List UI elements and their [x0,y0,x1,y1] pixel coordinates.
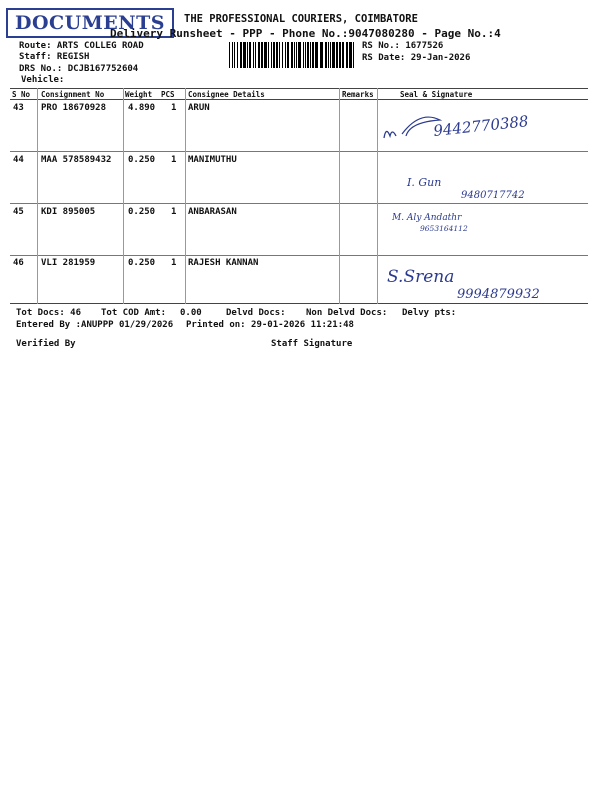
col-header-signature: Seal & Signature [400,90,473,99]
delivery-points: Delvy pts: [402,308,457,318]
row-consignment: PRO 18670928 [41,103,107,113]
col-header-remarks: Remarks [342,90,374,99]
row-weight: 4.890 [128,103,156,113]
row-sno: 43 [13,103,24,113]
printed-on: Printed on: 29-01-2026 11:21:48 [186,320,354,330]
total-cod-value: 0.00 [180,308,202,318]
row-consignee: ANBARASAN [188,207,237,217]
rs-date: RS Date: 29-Jan-2026 [362,53,471,63]
row-sno: 45 [13,207,24,217]
total-cod-label: Tot COD Amt: [101,308,167,318]
entered-by: Entered By :ANUPPP 01/29/2026 [16,320,174,330]
signature-row3 [390,206,540,238]
signature-row3-number: 9653164112 [420,224,468,233]
col-header-weight: Weight [125,90,153,99]
signature-row3-name: M. Aly Andathr [392,213,462,223]
signature-row2-name: I. Gun [407,176,442,189]
row-consignee: RAJESH KANNAN [188,258,259,268]
row-consignment: KDI 895005 [41,207,96,217]
col-header-pcs: PCS [161,90,175,99]
total-docs: Tot Docs: 46 [16,308,82,318]
signature-row1 [380,106,570,148]
signature-row4-name: S.Srena [387,267,455,287]
rs-number: RS No.: 1677526 [362,41,444,51]
signature-row4-number: 9994879932 [457,287,540,302]
runsheet-table [10,88,588,304]
signature-row4 [385,258,585,302]
signature-row2-number: 9480717742 [461,190,525,201]
runsheet-title: Delivery Runsheet - PPP - Phone No.:9047080280 - Page No.:4 [110,27,501,40]
drs-number: DRS No.: DCJB167752604 [19,64,139,74]
non-delivered-docs: Non Delvd Docs: [306,308,388,318]
row-consignment: VLI 281959 [41,258,96,268]
row-sno: 44 [13,155,24,165]
row-weight: 0.250 [128,155,156,165]
col-header-consignment: Consignment No [41,90,105,99]
staff-signature: Staff Signature [271,339,353,349]
row-pcs: 1 [171,207,177,217]
row-sno: 46 [13,258,24,268]
row-consignment: MAA 578589432 [41,155,112,165]
barcode-image [229,42,357,68]
col-header-consignee: Consignee Details [188,90,265,99]
verified-by: Verified By [16,339,76,349]
col-header-sno: S No [12,90,31,99]
signature-row2 [405,168,585,204]
vehicle-label: Vehicle: [21,75,65,85]
delivered-docs: Delvd Docs: [226,308,286,318]
row-consignee: ARUN [188,103,210,113]
row-weight: 0.250 [128,258,156,268]
row-consignee: MANIMUTHU [188,155,237,165]
row-pcs: 1 [171,155,177,165]
documents-stamp: DOCUMENTS [6,8,174,38]
row-pcs: 1 [171,103,177,113]
staff-label: Staff: REGISH [19,52,90,62]
row-pcs: 1 [171,258,177,268]
signature-row1-number: 9442770388 [432,112,530,140]
company-title: THE PROFESSIONAL COURIERS, COIMBATORE [184,13,418,25]
route-label: Route: ARTS COLLEG ROAD [19,41,144,51]
row-weight: 0.250 [128,207,156,217]
